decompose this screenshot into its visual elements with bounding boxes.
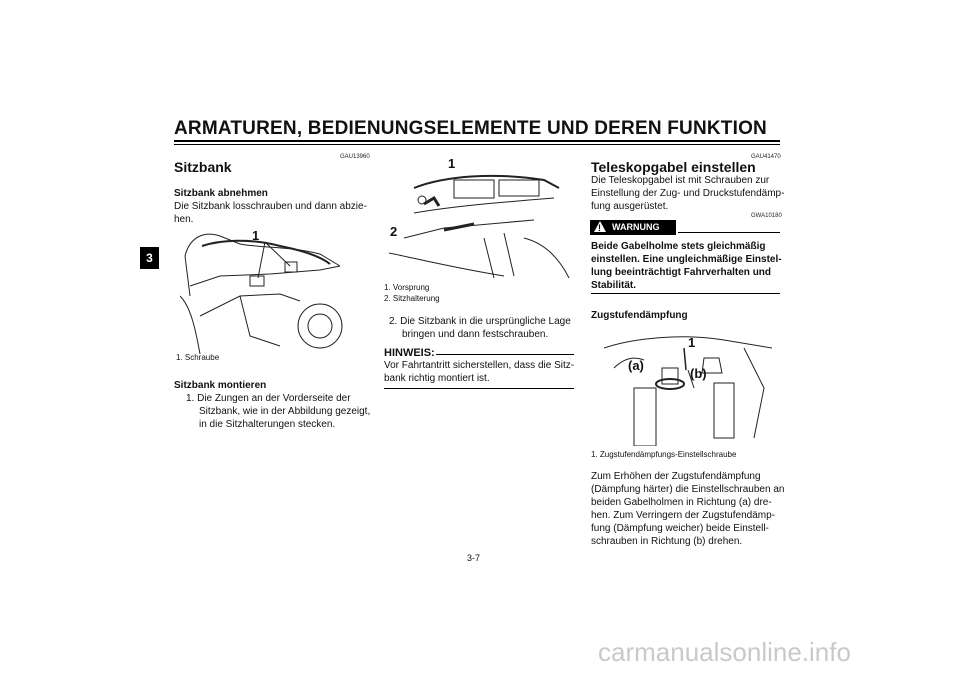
- figure-seat-screw: [180, 226, 350, 354]
- subheading-zugstufe: Zugstufendämpfung: [591, 310, 688, 321]
- para-line: fung ausgerüstet.: [591, 201, 669, 212]
- motorcycle-seat-illustration: [180, 226, 350, 354]
- watermark: carmanualsonline.info: [598, 637, 851, 667]
- section-heading-teleskopgabel: Teleskopgabel einstellen: [591, 159, 756, 175]
- warning-line: Beide Gabelholme stets gleichmäßig: [591, 241, 766, 252]
- para-line: Zum Erhöhen der Zugstufendämpfung: [591, 471, 761, 482]
- warning-rule: [678, 232, 780, 233]
- para-line: Die Sitzbank losschrauben und dann abzie-: [174, 201, 367, 212]
- subheading-montieren: Sitzbank montieren: [174, 380, 267, 391]
- figure-seat-mount: [384, 158, 574, 280]
- section-code: GAU13960: [340, 154, 370, 160]
- header-rule: [174, 140, 780, 142]
- note-line: Vor Fahrtantritt sicherstellen, dass die Sitz-: [384, 360, 575, 371]
- note-line: bank richtig montiert ist.: [384, 373, 490, 384]
- header-rule-thin: [174, 144, 780, 145]
- figure-callout-1: 1: [448, 156, 456, 171]
- warning-badge: [590, 220, 676, 235]
- step-line: in die Sitzhalterungen stecken.: [199, 419, 336, 430]
- figure-callout-b: (b): [690, 366, 707, 381]
- warning-line: lung beeinträchtigt Fahrverhalten und: [591, 267, 772, 278]
- page-header-title: ARMATUREN, BEDIENUNGSELEMENTE UND DEREN FUNKTION: [174, 118, 767, 139]
- note-rule: [436, 354, 574, 355]
- warning-code: GWA10180: [751, 213, 782, 219]
- figure-callout-1: 1: [252, 228, 260, 243]
- warning-line: Stabilität.: [591, 280, 637, 291]
- figure-callout-2: 2: [390, 224, 398, 239]
- para-line: (Dämpfung härter) die Einstellschrauben an: [591, 484, 785, 495]
- step-line: bringen und dann festschrauben.: [402, 329, 549, 340]
- para-line: hen. Zum Verringern der Zugstufendämp-: [591, 510, 775, 521]
- warning-bottom-rule: [591, 293, 780, 294]
- section-heading-sitzbank: Sitzbank: [174, 159, 232, 175]
- warning-label: WARNUNG: [612, 222, 660, 232]
- chapter-tab: 3: [140, 247, 159, 269]
- step-line: Sitzbank, wie in der Abbildung gezeigt,: [199, 406, 371, 417]
- step-line: 1. Die Zungen an der Vorderseite der: [186, 393, 351, 404]
- figure-caption: 1. Vorsprung: [384, 283, 430, 292]
- para-line: Einstellung der Zug- und Druckstufendämp-: [591, 188, 785, 199]
- warning-line: einstellen. Eine ungleichmäßige Einstel-: [591, 254, 782, 265]
- figure-caption: 2. Sitzhalterung: [384, 294, 440, 303]
- para-line: hen.: [174, 214, 194, 225]
- note-bottom-rule: [384, 388, 574, 389]
- para-line: fung (Dämpfung weicher) beide Einstell-: [591, 523, 769, 534]
- step-line: 2. Die Sitzbank in die ursprüngliche Lage: [389, 316, 571, 327]
- figure-fork-adjuster: [604, 328, 772, 446]
- para-line: Die Teleskopgabel ist mit Schrauben zur: [591, 175, 770, 186]
- note-title: HINWEIS:: [384, 347, 435, 359]
- figure-callout-1: 1: [688, 335, 696, 350]
- para-line: schrauben in Richtung (b) drehen.: [591, 536, 743, 547]
- section-code: GAU41470: [751, 154, 781, 160]
- page-number: 3-7: [467, 553, 481, 563]
- figure-caption: 1. Schraube: [176, 353, 220, 362]
- para-line: beiden Gabelholmen in Richtung (a) dre-: [591, 497, 772, 508]
- figure-callout-a: (a): [628, 358, 644, 373]
- exclamation-icon: !: [598, 223, 601, 233]
- figure-caption: 1. Zugstufendämpfungs-Einstellschraube: [591, 450, 737, 459]
- seat-mount-illustration: [384, 158, 574, 280]
- subheading-abnehmen: Sitzbank abnehmen: [174, 188, 268, 199]
